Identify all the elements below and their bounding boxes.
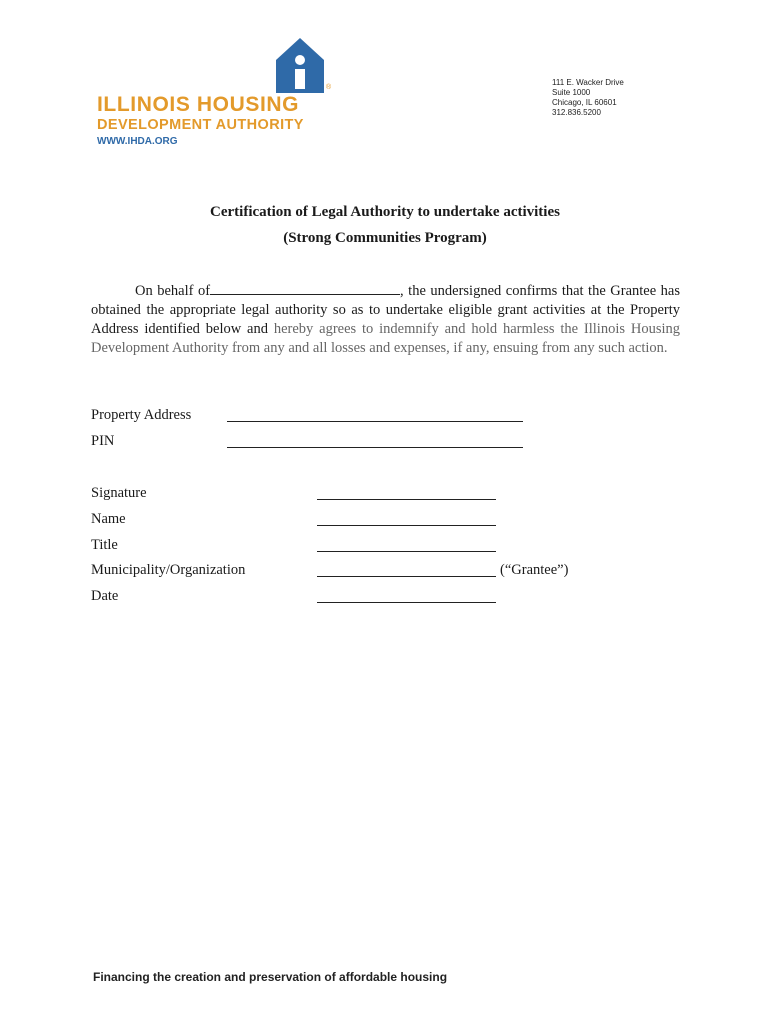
certification-paragraph [91,282,680,358]
logo-text-illinois-housing: ILLINOIS HOUSING [97,93,300,116]
property-address-line[interactable] [227,421,523,422]
on-behalf-of-blank[interactable] [210,282,400,295]
title-line[interactable] [317,551,496,552]
grantee-suffix: (“Grantee”) [500,562,569,578]
date-label: Date [91,588,119,604]
address-city: Chicago, IL 60601 [552,98,617,107]
address-street: 111 E. Wacker Drive [552,78,624,87]
signature-line[interactable] [317,499,496,500]
paragraph-body: , the undersigned confirms that the Grantee has obtained the appropriate legal authority so as to undertake eligible grant activities at the Property Address identified below and [91,283,680,337]
municipality-label: Municipality/Organization [91,562,246,578]
paragraph-lead: On behalf of [135,283,211,299]
property-address-label: Property Address [91,407,192,423]
logo-text-development-authority: DEVELOPMENT AUTHORITY [97,117,304,133]
footer-tagline: Financing the creation and preservation of affordable housing [93,970,448,984]
document-subtitle: (Strong Communities Program) [283,230,487,246]
name-label: Name [91,511,126,527]
pin-line[interactable] [227,447,523,448]
house-i-icon [276,38,324,93]
logo-website: WWW.IHDA.ORG [97,136,178,147]
address-phone: 312.836.5200 [552,108,601,117]
pin-label: PIN [91,433,115,449]
date-line[interactable] [317,602,496,603]
title-label: Title [91,537,118,553]
municipality-line[interactable] [317,576,496,577]
paragraph-indemnity-text: hereby agrees to indemnify and hold harmless the Illinois Housing Development Authority from any and all losses and expenses, if any, ensuing from any such action. [91,321,680,356]
address-suite: Suite 1000 [552,88,591,97]
document-title: Certification of Legal Authority to undertake activities [210,204,560,220]
address-block [552,78,624,118]
name-line[interactable] [317,525,496,526]
registered-mark: ® [326,84,332,91]
signature-label: Signature [91,485,147,501]
